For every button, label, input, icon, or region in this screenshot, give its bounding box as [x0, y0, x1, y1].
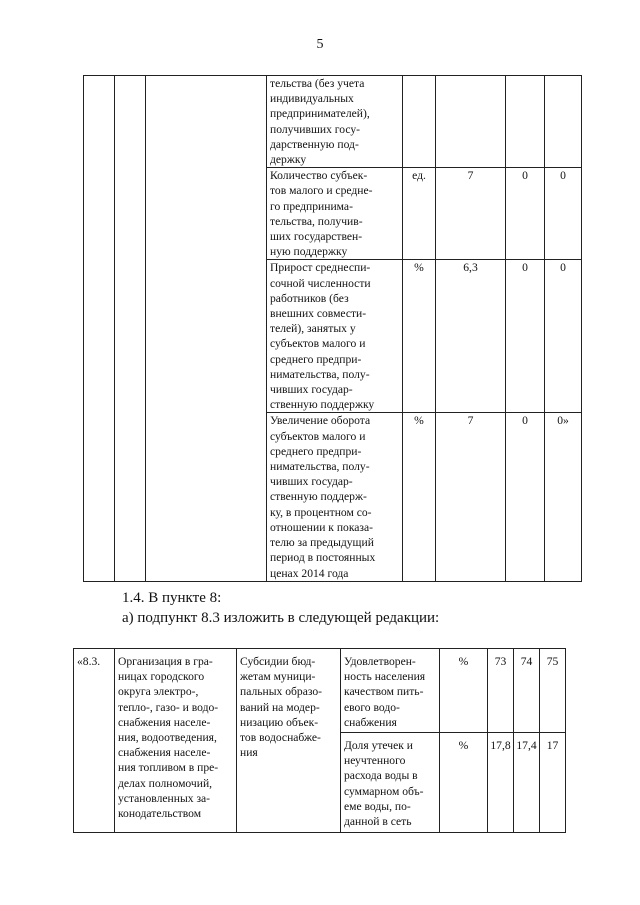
value-cell: 0: [545, 168, 582, 260]
indicator-cell: Количество субъек- тов малого и средне- го предпринима- тельства, получив- ших государствен- ную поддержку: [267, 168, 403, 260]
item-number: «8.3.: [74, 649, 115, 833]
page-number: 5: [316, 37, 324, 52]
indicator-cell: Доля утечек и неучтенного расхода воды в суммарном объ- еме воды, по- данной в сеть: [341, 733, 440, 833]
value-cell: 17,4: [514, 733, 540, 833]
value-cell: 0: [506, 260, 545, 413]
unit-cell: %: [440, 733, 488, 833]
indicator-cell: Прирост среднеспи- сочной численности работников (без внешних совмести- телей), занятых у субъектов малого и среднего предпри- нимательства, полу- чивших государ- ственную поддержку: [267, 260, 403, 413]
paragraph-a: а) подпункт 8.3 изложить в следующей редакции:: [122, 610, 440, 626]
value-cell: 0»: [545, 413, 582, 581]
value-cell: 17,8: [488, 733, 514, 833]
value-cell: 75: [540, 649, 566, 733]
unit-cell: ед.: [403, 168, 436, 260]
value-cell: 0: [545, 260, 582, 413]
value-cell: [436, 76, 506, 168]
table-row: [84, 76, 582, 168]
value-cell: [545, 76, 582, 168]
indicator-cell: Увеличение оборота субъектов малого и среднего предпри- нимательства, полу- чивших государ- ственную поддерж- ку, в процентном со- отношении к показа- телю за предыдущий период в постоянных ценах 2014 года: [267, 413, 403, 581]
value-cell: 74: [514, 649, 540, 733]
unit-cell: %: [403, 260, 436, 413]
unit-cell: %: [403, 413, 436, 581]
unit-cell: [403, 76, 436, 168]
value-cell: 73: [488, 649, 514, 733]
value-cell: 7: [436, 413, 506, 581]
measure-cell: Субсидии бюд- жетам муници- пальных образо- ваний на модер- низацию объек- тов водоснабже- ния: [237, 649, 341, 833]
paragraph-1-4: 1.4. В пункте 8:: [122, 590, 222, 606]
unit-cell: %: [440, 649, 488, 733]
indicator-cell: Удовлетворен- ность населения качеством пить- евого водо- снабжения: [341, 649, 440, 733]
activity-cell: Организация в гра- ницах городского округа электро-, тепло-, газо- и водо- снабжения населе- ния, водоотведения, снабжения населе- ния топливом в пре- делах полномочий, установленных за- конодательством: [115, 649, 237, 833]
indicator-cell: тельства (без учета индивидуальных предпринимателей), получивших госу- дарственную под- держку: [267, 76, 403, 168]
bottom-table: [73, 648, 566, 833]
value-cell: 0: [506, 168, 545, 260]
value-cell: 7: [436, 168, 506, 260]
value-cell: 17: [540, 733, 566, 833]
table-row: [74, 649, 566, 733]
value-cell: 6,3: [436, 260, 506, 413]
top-table: [83, 75, 582, 582]
value-cell: 0: [506, 413, 545, 581]
value-cell: [506, 76, 545, 168]
